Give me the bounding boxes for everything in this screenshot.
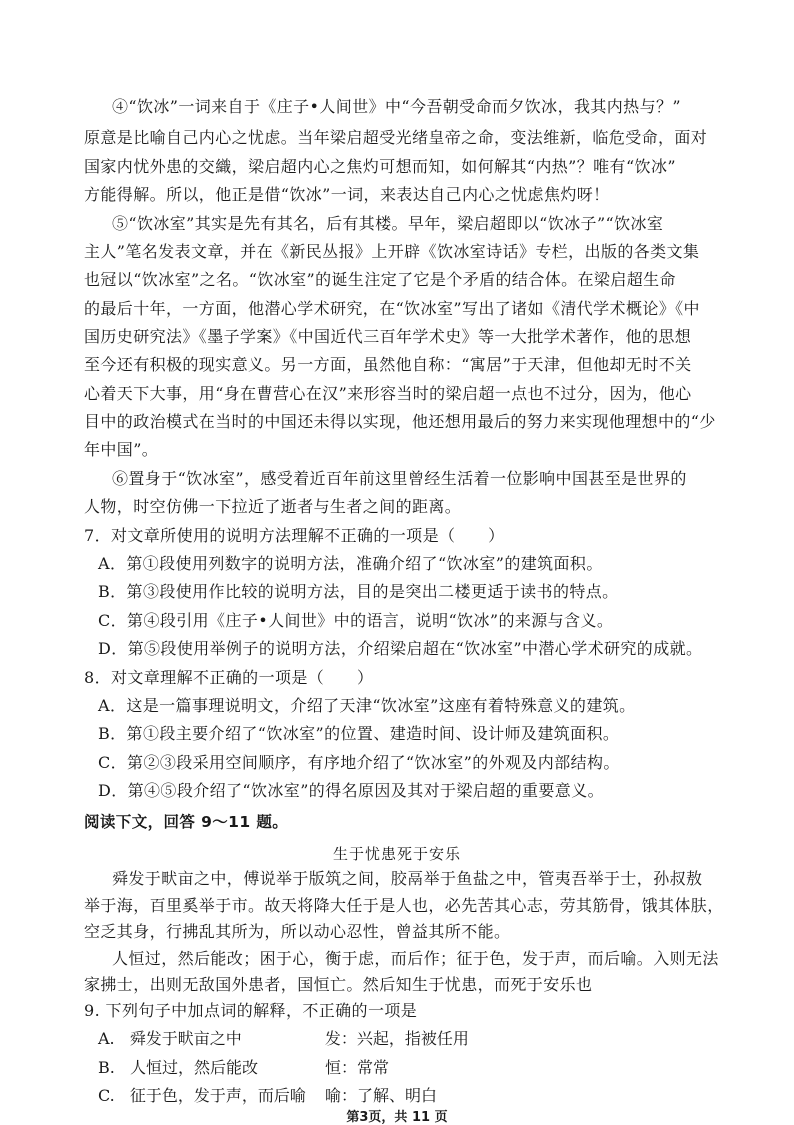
reading-prompt: 阅读下文，回答 9～11 题。 [84, 813, 289, 831]
q9-option-a-letter: A. [98, 1029, 115, 1048]
para5-line-8: 目中的政治模式在当时的中国还未得以实现，他还想用最后的努力来实现他理想中的“少 [84, 412, 716, 431]
passage-line-3: 空乏其身，行拂乱其所为，所以动心忍性，曾益其所不能。 [84, 922, 511, 941]
para4-line-2: 原意是比喻自己内心之忧虑。当年梁启超受光绪皇帝之命，变法维新，临危受命，面对 [84, 128, 708, 147]
q7-option-d: D．第⑤段使用举例子的说明方法，介绍梁启超在“饮冰室”中潜心学术研究的成就。 [98, 639, 703, 658]
para5-line-1: ⑤“饮冰室”其实是先有其名，后有其楼。早年，梁启超即以“饮冰子”“饮冰室 [112, 214, 664, 233]
q8-option-c: C．第②③段采用空间顺序，有序地介绍了“饮冰室”的外观及内部结构。 [98, 753, 620, 772]
passage-line-1: 舜发于畎亩之中，傅说举于版筑之间，胶鬲举于鱼盐之中，管夷吾举于士，孙叔敖 [112, 869, 703, 888]
q9-option-a-sentence: 舜发于畎亩之中 [129, 1029, 242, 1048]
q9-option-c-letter: C. [98, 1086, 115, 1105]
para5-line-6: 至今还有积极的现实意义。另一方面，虽然他自称：“寓居”于天津，但他却无时不关 [84, 355, 692, 374]
passage-title: 生于忧患死于安乐 [332, 845, 461, 863]
q9-option-b-gloss: 恒：常常 [325, 1058, 390, 1077]
para5-line-4: 的最后十年，一方面，他潜心学术研究，在“饮冰室”写出了诸如《清代学术概论》《中 [84, 299, 700, 318]
q8-option-a: A．这是一篇事理说明文，介绍了天津“饮冰室”这座有着特殊意义的建筑。 [98, 696, 636, 715]
para6-line-2: 人物，时空仿佛一下拉近了逝者与生者之间的距离。 [84, 497, 462, 516]
q7-option-a: A．第①段使用列数字的说明方法，准确介绍了“饮冰室”的建筑面积。 [98, 554, 603, 573]
para5-line-7: 心着天下大事，用“身在曹营心在汉”来形容当时的梁启超一点也不过分，因为，他心 [84, 384, 692, 403]
q9-option-c [98, 1086, 437, 1106]
q8-option-b: B．第①段主要介绍了“饮冰室”的位置、建造时间、设计师及建筑面积。 [98, 724, 620, 743]
q9-option-b [98, 1058, 389, 1078]
q9-option-b-letter: B. [98, 1058, 115, 1077]
q9-option-c-sentence: 征于色，发于声，而后喻 [129, 1086, 306, 1105]
para4-line-1: ④“饮冰”一词来自于《庄子•人间世》中“今吾朝受命而夕饮冰，我其内热与？” [112, 97, 681, 116]
para4-line-3: 国家内忧外患的交織，梁启超内心之焦灼可想而知，如何解其“内热”？唯有“饮冰” [84, 157, 676, 176]
q9-option-b-sentence: 人恒过，然后能改 [129, 1058, 258, 1077]
page-footer: 第3页，共 11 页 [346, 1110, 448, 1125]
para5-line-9: 年中国”。 [84, 440, 159, 459]
para5-line-3: 也冠以“饮冰室”之名。“饮冰室”的诞生注定了它是个矛盾的结合体。在梁启超生命 [84, 270, 676, 289]
q7-option-b: B．第③段使用作比较的说明方法，目的是突出二楼更适于读书的特点。 [98, 582, 619, 601]
q7-option-c: C．第④段引用《庄子•人间世》中的语言，说明“饮冰”的来源与含义。 [98, 611, 614, 630]
q9-option-c-gloss: 喻：了解、明白 [324, 1086, 437, 1105]
q9-option-a-gloss: 发：兴起，指被任用 [324, 1029, 469, 1048]
q9-stem: 9. 下列句子中加点词的解释，不正确的一项是 [84, 1001, 418, 1020]
passage-line-5: 家拂士，出则无敌国外患者，国恒亡。然后知生于忧患，而死于安乐也 [84, 975, 593, 994]
para6-line-1: ⑥置身于“饮冰室”，感受着近百年前这里曾经生活着一位影响中国甚至是世界的 [112, 469, 687, 488]
passage-line-4: 人恒过，然后能改；困于心，衡于虑，而后作；征于色，发于声，而后喻。入则无法 [112, 949, 719, 968]
para5-line-5: 国历史研究法》《墨子学案》《中国近代三百年学术史》等一大批学术著作，他的思想 [84, 327, 692, 346]
q7-stem: 7．对文章所使用的说明方法理解不正确的一项是（ ） [84, 526, 505, 545]
q9-option-a [98, 1029, 469, 1049]
q8-option-d: D．第④⑤段介绍了“饮冰室”的得名原因及其对于梁启超的重要意义。 [98, 781, 604, 800]
para4-line-4: 方能得解。所以，他正是借“饮冰”一词，来表达自己内心之忧虑焦灼呀！ [84, 185, 610, 204]
passage-line-2: 举于海，百里奚举于市。故天将降大任于是人也，必先苦其心志，劳其筋骨，饿其体肤， [84, 896, 724, 915]
para5-line-2: 主人”笔名发表文章，并在《新民丛报》上开辟《饮冰室诗话》专栏，出版的各类文集 [84, 242, 700, 261]
q8-stem: 8．对文章理解不正确的一项是（ ） [84, 668, 374, 687]
